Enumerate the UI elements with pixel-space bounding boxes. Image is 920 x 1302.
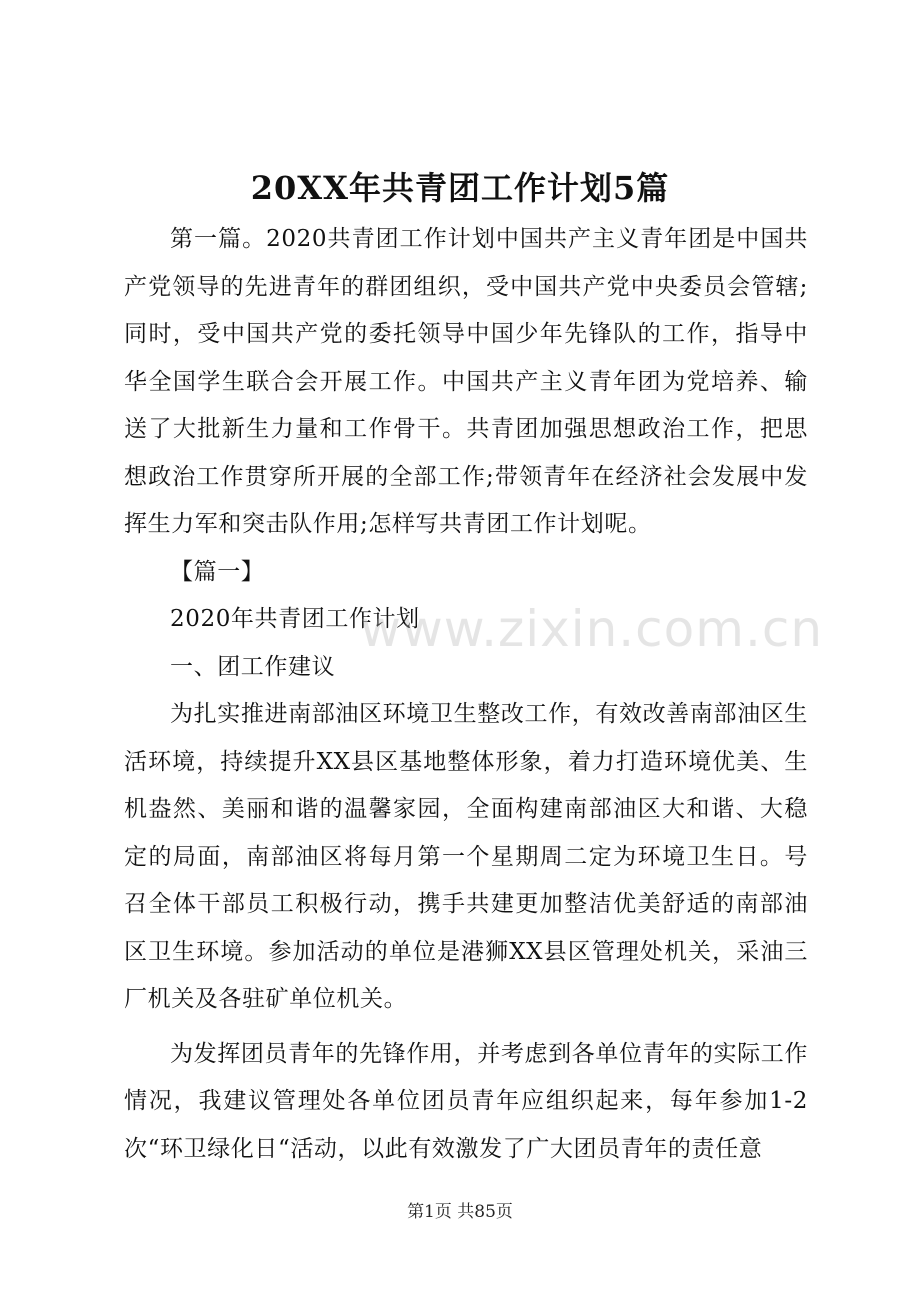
- paragraph-section-heading: 【篇一】: [170, 558, 265, 585]
- watermark: www.zixin.com.cn: [360, 600, 824, 658]
- document-title: 20XX年共青团工作计划5篇: [250, 169, 670, 207]
- paragraph-youth-role: 为发挥团员青年的先锋作用，并考虑到各单位青年的实际工作情况，我建议管理处各单位团员青年应组织起来，每年参加1-2次“环卫绿化日“活动，以此有效激发了广大团员青年的责任意: [124, 1040, 808, 1162]
- paragraph-subheading: 一、团工作建议: [170, 653, 336, 680]
- paragraph-plan-title: 2020年共青团工作计划: [170, 606, 420, 632]
- paragraph-environment: 为扎实推进南部油区环境卫生整改工作，有效改善南部油区生活环境，持续提升XX县区基地整体形象，着力打造环境优美、生机盎然、美丽和谐的温馨家园，全面构建南部油区大和谐、大稳定的局面，南部油区将每月第一个星期周二定为环境卫生日。号召全体干部员工积极行动，携手共建更加整洁优美舒适的南部油区卫生环境。参加活动的单位是港狮XX县区管理处机关，采油三厂机关及各驻矿单位机关。: [124, 701, 808, 1012]
- paragraph-intro: 第一篇。2020共青团工作计划中国共产主义青年团是中国共产党领导的先进青年的群团组织，受中国共产党中央委员会管辖;同时，受中国共产党的委托领导中国少年先锋队的工作，指导中华全国学生联合会开展工作。中国共产主义青年团为党培养、输送了大批新生力量和工作骨干。共青团加强思想政治工作，把思想政治工作贯穿所开展的全部工作;带领青年在经济社会发展中发挥生力军和突击队作用;怎样写共青团工作计划呢。: [124, 226, 808, 537]
- document-body: [124, 216, 824, 1173]
- page-footer: 第1页 共85页: [407, 1202, 513, 1222]
